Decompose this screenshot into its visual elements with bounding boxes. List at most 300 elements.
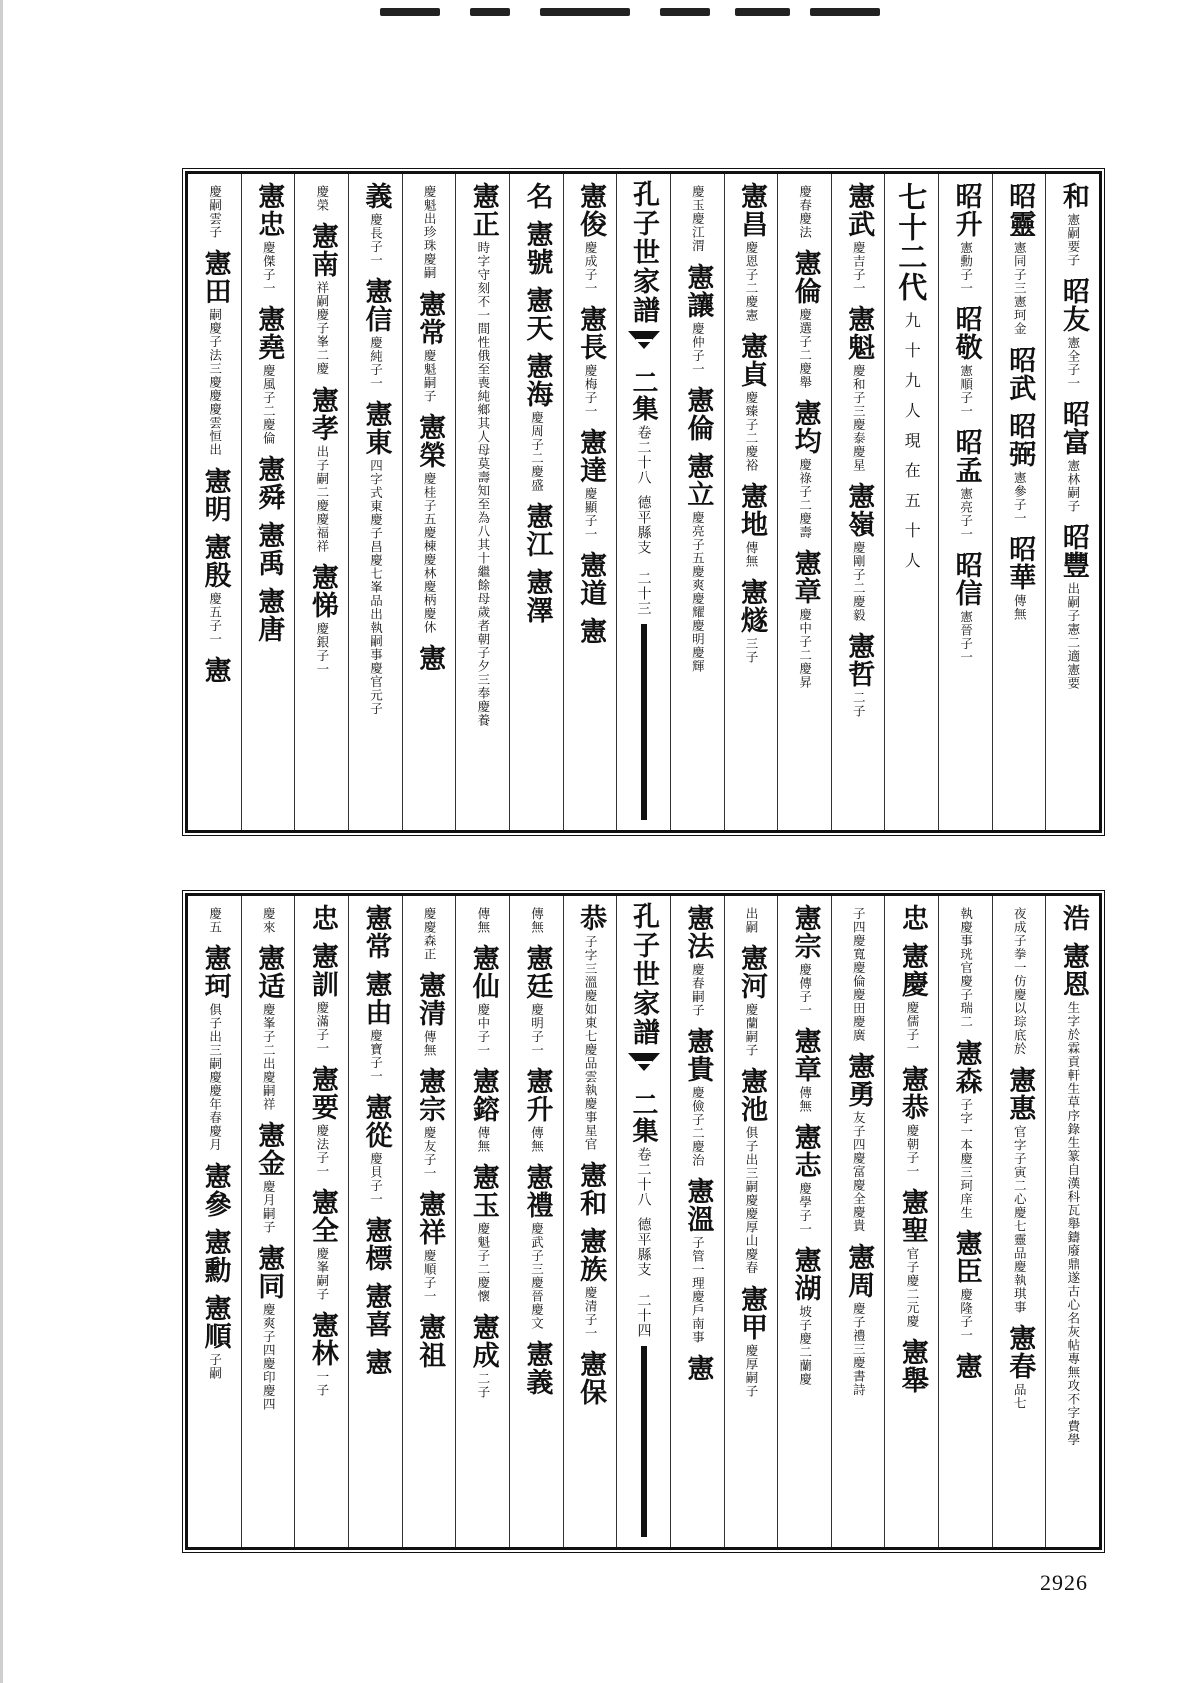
person-entry [308, 1311, 336, 1397]
person-entry [414, 1067, 446, 1180]
person-entry [843, 1052, 875, 1233]
person-annotation: 慶臻子二慶裕 [744, 391, 760, 472]
person-entry [253, 1121, 285, 1234]
person-annotation: 憲晉子一 [958, 610, 974, 664]
person-name: 憲法 [682, 904, 714, 960]
person-annotation: 慶來 [261, 907, 277, 934]
person-annotation: 慶傳子一 [797, 963, 813, 1017]
person-entry [737, 578, 765, 664]
person-name: 昭武 [1004, 345, 1036, 402]
person-name: 憲禹 [253, 521, 285, 577]
person-name: 憲池 [736, 1067, 767, 1123]
person-name: 憲和 [575, 1161, 607, 1217]
genealogy-column [241, 174, 295, 830]
person-name: 憲田 [199, 249, 231, 305]
person-entry [682, 451, 714, 673]
person-annotation: 慶五子一 [207, 591, 223, 646]
person-annotation: 慶祿子二慶壽 [797, 458, 813, 539]
person-name: 憲唐 [253, 587, 285, 643]
volume-label: 二集 [628, 1091, 659, 1143]
person-name: 憲武 [843, 182, 875, 238]
person-name: 憲金 [253, 1121, 285, 1177]
genealogy-column [884, 896, 938, 1547]
person-entry [1059, 942, 1087, 1447]
person-name: 憲正 [467, 182, 499, 238]
person-entry [789, 249, 821, 389]
person-entry [797, 182, 811, 239]
person-name: 憲道 [575, 551, 607, 607]
person-name: 憲升 [521, 1067, 553, 1123]
person-annotation: 憲全子一 [1065, 336, 1081, 390]
person-entry [308, 563, 336, 676]
person-name: 憲從 [360, 1093, 392, 1149]
genealogy-column [831, 174, 885, 830]
person-annotation: 出子嗣二慶慶福祥 [314, 444, 330, 553]
person-name: 憲仙 [467, 944, 499, 1000]
person-name: 憲林 [306, 1311, 338, 1367]
cropped-header-remnant [0, 0, 1190, 22]
person-entry [682, 385, 714, 442]
person-name: 憲恩 [1057, 942, 1089, 998]
person-entry [575, 1161, 607, 1217]
person-name: 昭華 [1004, 534, 1036, 591]
person-annotation: 慶五 [207, 907, 223, 934]
genealogy-column [348, 896, 402, 1547]
person-name: 憲森 [950, 1038, 982, 1095]
genealogy-column [402, 174, 456, 830]
person-annotation: 俱子出三嗣慶慶年春慶月 [207, 1003, 223, 1152]
person-entry [199, 532, 231, 646]
person-name: 昭孟 [950, 428, 982, 484]
person-entry [422, 904, 436, 961]
person-annotation: 傳無 [744, 541, 760, 568]
genealogy-column [188, 896, 241, 1547]
person-name: 憲常 [414, 289, 446, 346]
person-name: 憲全 [306, 1188, 338, 1244]
genealogy-column [188, 174, 241, 830]
volume-label: 二集 [628, 369, 659, 421]
person-name: 憲孝 [306, 385, 338, 442]
person-entry [521, 220, 553, 276]
person-entry [1004, 1323, 1036, 1410]
person-name: 和 [1057, 182, 1089, 210]
person-entry [1004, 534, 1036, 621]
person-annotation: 慶和子三慶泰慶星 [851, 364, 867, 472]
person-annotation: 慶選子二慶舉 [797, 308, 813, 389]
person-name: 憲喜 [360, 1282, 392, 1338]
person-annotation: 子字三溫慶如東七慶品雲執慶事星官 [583, 935, 599, 1151]
person-annotation: 慶爽子四慶印慶四 [261, 1303, 277, 1411]
person-entry [575, 617, 607, 645]
person-name: 憲章 [789, 549, 821, 605]
person-annotation: 生字於霖貢軒生草序錄生篆自漢科瓦舉鑄廢鼎遂古心名灰帖專無攻不字費學 [1065, 1001, 1081, 1447]
person-name: 憲參 [199, 1161, 231, 1218]
person-annotation: 慶顯子一 [583, 487, 599, 541]
person-entry [1059, 182, 1087, 267]
person-entry [682, 1027, 714, 1167]
person-entry [690, 182, 704, 253]
person-entry [950, 1229, 982, 1342]
person-name: 憲舉 [896, 1338, 928, 1394]
person-entry [789, 549, 821, 689]
person-annotation: 子四慶寬慶倫慶田慶廣 [851, 907, 867, 1042]
person-name: 憲澤 [521, 568, 553, 624]
person-annotation: 傳無 [422, 1030, 438, 1057]
person-name: 憲魁 [843, 305, 875, 361]
genealogy-column [831, 896, 885, 1547]
person-entry [575, 1227, 607, 1340]
person-annotation: 官子慶二元慶 [904, 1247, 920, 1328]
person-entry [737, 1285, 765, 1398]
person-name: 憲常 [360, 904, 392, 960]
book-title: 孔子世家譜 [628, 902, 660, 1047]
person-annotation: 執慶事珖官慶子瑞二 [958, 907, 974, 1029]
person-entry [360, 970, 392, 1083]
person-entry [843, 182, 875, 295]
person-name: 昭友 [1057, 277, 1089, 333]
person-annotation: 憲順子一 [958, 364, 974, 418]
person-annotation: 慶周子二慶盛 [529, 411, 545, 492]
person-name: 憲昌 [736, 182, 767, 238]
person-entry [1004, 345, 1036, 402]
person-name: 憲族 [575, 1227, 607, 1283]
person-name: 憲嶺 [843, 482, 875, 538]
person-entry [199, 1161, 231, 1218]
person-entry [467, 1163, 499, 1303]
person-entry [414, 289, 446, 403]
person-name: 憲長 [575, 305, 607, 361]
person-name: 憲忠 [253, 182, 285, 238]
genealogy-panel-bottom [185, 893, 1102, 1550]
person-entry [575, 1350, 607, 1406]
person-entry [843, 632, 875, 718]
person-annotation: 慶武子三慶晉慶文 [529, 1222, 545, 1330]
person-entry [898, 1188, 926, 1328]
person-annotation: 憲嗣要子 [1065, 213, 1081, 267]
person-name: 憲玉 [467, 1163, 499, 1219]
person-entry [1059, 523, 1087, 690]
person-name: 憲廷 [521, 944, 553, 1000]
person-entry [789, 1246, 821, 1386]
person-annotation: 傳無 [475, 1126, 491, 1153]
person-name: 憲燧 [736, 578, 767, 634]
person-entry [360, 904, 392, 960]
branch-label: 德平縣支 [635, 495, 652, 555]
person-entry [521, 286, 553, 342]
person-annotation: 慶魁出珍珠慶嗣 [422, 185, 438, 280]
genealogy-column [455, 896, 509, 1547]
person-entry [789, 399, 821, 539]
person-entry [950, 551, 982, 664]
person-entry [950, 182, 982, 295]
person-name: 憲成 [467, 1313, 499, 1369]
person-entry [843, 1242, 875, 1397]
person-entry [308, 386, 336, 553]
person-annotation: 傳無 [475, 907, 491, 934]
genealogy-column [777, 896, 831, 1547]
genealogy-column [509, 174, 563, 830]
running-title-column [616, 174, 670, 830]
person-entry [360, 277, 392, 390]
person-name: 憲要 [306, 1065, 338, 1121]
person-name: 憲 [360, 1348, 392, 1376]
person-entry [851, 904, 865, 1042]
person-annotation: 憲參子一 [1012, 470, 1028, 525]
person-name: 憲號 [521, 220, 553, 276]
person-entry [1004, 411, 1036, 525]
person-annotation: 慶貝子一 [368, 1152, 384, 1206]
person-annotation: 憲勳子一 [958, 241, 974, 295]
person-name: 憲倫 [682, 385, 714, 442]
person-annotation: 慶儉子二慶治 [690, 1086, 706, 1167]
person-name: 憲恭 [896, 1065, 928, 1121]
genealogy-column [241, 896, 295, 1547]
person-entry [199, 249, 231, 457]
generation-count: 九十九人現在五十人 [902, 312, 922, 582]
person-annotation: 慶純子一 [368, 336, 384, 390]
person-name: 憲地 [736, 482, 767, 538]
person-entry [575, 182, 607, 295]
person-entry [521, 944, 553, 1057]
person-entry [253, 1244, 285, 1411]
person-annotation: 子嗣 [207, 1352, 223, 1380]
genealogy-column [563, 896, 617, 1547]
person-name: 憲東 [360, 400, 392, 456]
person-annotation: 友子四慶富慶全慶貴 [851, 1111, 867, 1233]
person-name: 義 [360, 182, 392, 210]
person-entry [521, 1067, 553, 1153]
person-annotation: 慶魁子二慶懷 [475, 1222, 491, 1303]
person-annotation: 慶風子二慶倫 [261, 364, 277, 445]
person-annotation: 一子 [314, 1370, 330, 1397]
person-name: 憲舜 [253, 455, 285, 511]
fish-tail-mark [626, 1053, 662, 1087]
person-annotation: 二子 [475, 1372, 491, 1399]
person-annotation: 出嗣 [744, 907, 760, 934]
person-entry [789, 904, 821, 1017]
genealogy-panel-top [185, 171, 1102, 833]
person-entry [575, 904, 607, 1151]
person-annotation: 慶峯子二出慶嗣祥 [261, 1003, 277, 1111]
person-entry [898, 1338, 926, 1394]
person-annotation: 傳無 [529, 907, 545, 934]
person-annotation: 四字式東慶子昌慶七峯品出執嗣事慶官元子 [368, 459, 384, 716]
person-annotation: 慶友子一 [422, 1126, 438, 1180]
person-name: 昭升 [950, 182, 982, 238]
person-entry [682, 904, 714, 1017]
person-name: 忠 [896, 904, 928, 932]
person-name: 憲榮 [414, 412, 446, 469]
person-entry [360, 1282, 392, 1338]
person-name: 憲 [575, 617, 607, 645]
genealogy-column [884, 174, 938, 830]
genealogy-column [670, 896, 724, 1547]
person-entry [308, 1065, 336, 1178]
person-entry [682, 1177, 714, 1344]
person-name: 憲海 [521, 352, 553, 408]
person-annotation: 慶成子一 [583, 241, 599, 295]
person-annotation: 慶桂子五慶棟慶林慶柄慶休 [422, 471, 438, 634]
person-entry [1004, 1065, 1036, 1314]
person-name: 憲宗 [414, 1067, 446, 1123]
person-name: 憲甲 [736, 1284, 767, 1341]
person-annotation: 出嗣子憲二適憲要 [1065, 582, 1081, 690]
person-annotation: 慶仲子一 [690, 321, 706, 376]
person-name: 憲勇 [843, 1052, 875, 1108]
person-annotation: 慶銀子一 [314, 621, 330, 676]
person-entry [843, 305, 875, 472]
person-entry [467, 1313, 499, 1399]
person-name: 憲 [199, 655, 231, 684]
person-entry [1059, 904, 1087, 932]
person-entry [521, 502, 553, 558]
person-name: 憲俊 [575, 182, 607, 238]
person-entry [521, 568, 553, 624]
person-annotation: 慶亮子五慶爽慶耀慶明慶輝 [690, 510, 706, 673]
person-name: 憲适 [253, 944, 285, 1000]
person-entry [521, 1163, 553, 1330]
person-entry [467, 182, 499, 727]
person-entry [843, 482, 875, 622]
genealogy-column [348, 174, 402, 830]
branch-label: 德平縣支 [635, 1217, 652, 1277]
column-rule [641, 624, 647, 820]
person-entry [682, 1354, 714, 1382]
person-entry [253, 944, 285, 1111]
person-name: 昭豐 [1057, 523, 1089, 579]
genealogy-column [1045, 174, 1099, 830]
person-entry [414, 643, 446, 672]
person-entry [744, 904, 758, 934]
person-annotation: 慶滿子一 [314, 1001, 330, 1055]
juan-label: 卷二十八 [635, 425, 652, 485]
person-name: 憲湖 [789, 1246, 821, 1302]
person-annotation: 二子 [851, 691, 867, 718]
person-entry [950, 1352, 982, 1380]
person-name: 恭 [575, 904, 607, 932]
person-name: 憲義 [521, 1340, 553, 1396]
person-annotation: 慶學子一 [797, 1182, 813, 1236]
person-entry [737, 944, 765, 1057]
person-name: 憲均 [789, 399, 821, 455]
person-annotation: 憲亮子一 [958, 487, 974, 541]
person-entry [898, 904, 926, 932]
person-entry [575, 551, 607, 607]
generation-heading: 七十二代 [894, 182, 929, 302]
person-name: 憲江 [521, 502, 553, 558]
person-name: 憲達 [575, 428, 607, 484]
person-entry [360, 1348, 392, 1376]
person-name: 憲宗 [789, 904, 821, 960]
person-name: 憲哲 [843, 632, 875, 688]
person-name: 憲讓 [682, 262, 714, 319]
person-name: 浩 [1057, 904, 1089, 932]
folio-number: 二十三 [635, 571, 652, 616]
person-annotation: 官字子寅二心慶七靈品慶執琪事 [1012, 1124, 1028, 1314]
person-annotation: 時字守刻不一間性俄至喪純鄉其人母莫壽知至為八其十繼餘母歲者朝子夕三奉慶養 [475, 241, 491, 727]
person-entry [737, 182, 765, 322]
person-entry [253, 305, 285, 445]
person-annotation: 慶恩子二慶憲 [744, 241, 760, 322]
column-rule [641, 1346, 647, 1537]
person-name: 憲信 [360, 277, 392, 333]
person-annotation: 慶春嗣子 [690, 963, 706, 1017]
person-annotation: 慶梅子一 [583, 364, 599, 418]
person-name: 憲堯 [253, 305, 285, 361]
person-name: 憲悌 [306, 562, 338, 619]
person-name: 憲立 [682, 451, 714, 508]
person-name: 昭敬 [950, 305, 982, 361]
person-entry [950, 1038, 982, 1220]
genealogy-column [563, 174, 617, 830]
person-name: 憲章 [789, 1027, 821, 1083]
person-annotation: 慶剛子二慶毅 [851, 541, 867, 622]
person-entry [1004, 182, 1036, 336]
person-name: 憲貞 [736, 332, 767, 388]
person-name: 憲貴 [682, 1027, 714, 1083]
genealogy-column [724, 174, 778, 830]
person-annotation: 慶法子一 [314, 1124, 330, 1178]
genealogy-column [1045, 896, 1099, 1547]
person-name: 憲標 [360, 1216, 392, 1272]
person-name: 憲勳 [199, 1227, 231, 1284]
person-annotation: 祥嗣慶子峯二慶 [314, 281, 330, 376]
person-annotation: 慶春慶法 [797, 185, 813, 239]
person-annotation: 嗣慶子法三慶慶慶雲恒出 [207, 308, 223, 457]
person-annotation: 慶魁嗣子 [422, 348, 438, 403]
person-name: 憲聖 [896, 1188, 928, 1244]
person-annotation: 慶慶森正 [422, 907, 438, 961]
person-entry [898, 942, 926, 1055]
person-entry [253, 521, 285, 577]
person-entry [1059, 277, 1087, 390]
person-name: 憲慶 [896, 942, 928, 998]
person-annotation: 慶月嗣子 [261, 1180, 277, 1234]
person-annotation: 慶順子一 [422, 1249, 438, 1303]
person-annotation: 慶中子二慶昇 [797, 608, 813, 689]
person-annotation: 慶榮 [314, 185, 330, 212]
person-annotation: 子管一理慶戶南事 [690, 1236, 706, 1344]
person-entry [207, 182, 221, 239]
person-annotation: 慶傑子一 [261, 241, 277, 295]
person-entry [682, 262, 714, 376]
person-annotation: 三子 [744, 637, 760, 664]
person-entry [199, 944, 231, 1152]
person-entry [737, 1067, 765, 1275]
person-name: 昭弼 [1004, 411, 1036, 468]
person-name: 憲保 [575, 1350, 607, 1406]
person-entry [521, 1340, 553, 1396]
person-name: 憲周 [843, 1242, 875, 1299]
person-name: 憲鎔 [467, 1067, 499, 1123]
genealogy-column [294, 174, 348, 830]
genealogy-column [455, 174, 509, 830]
person-entry [199, 655, 231, 684]
page-number: 2926 [1040, 1570, 1088, 1595]
person-entry [467, 1067, 499, 1153]
person-entry [199, 1293, 231, 1380]
person-entry [475, 904, 489, 934]
person-entry [360, 1216, 392, 1272]
person-name: 憲南 [306, 222, 338, 278]
person-entry [253, 587, 285, 643]
person-entry [199, 1227, 231, 1284]
person-name: 忠 [306, 904, 338, 932]
genealogy-column [724, 896, 778, 1547]
person-annotation: 傳無 [797, 1086, 813, 1113]
person-name: 憲惠 [1004, 1065, 1036, 1122]
person-name: 名 [521, 182, 553, 210]
